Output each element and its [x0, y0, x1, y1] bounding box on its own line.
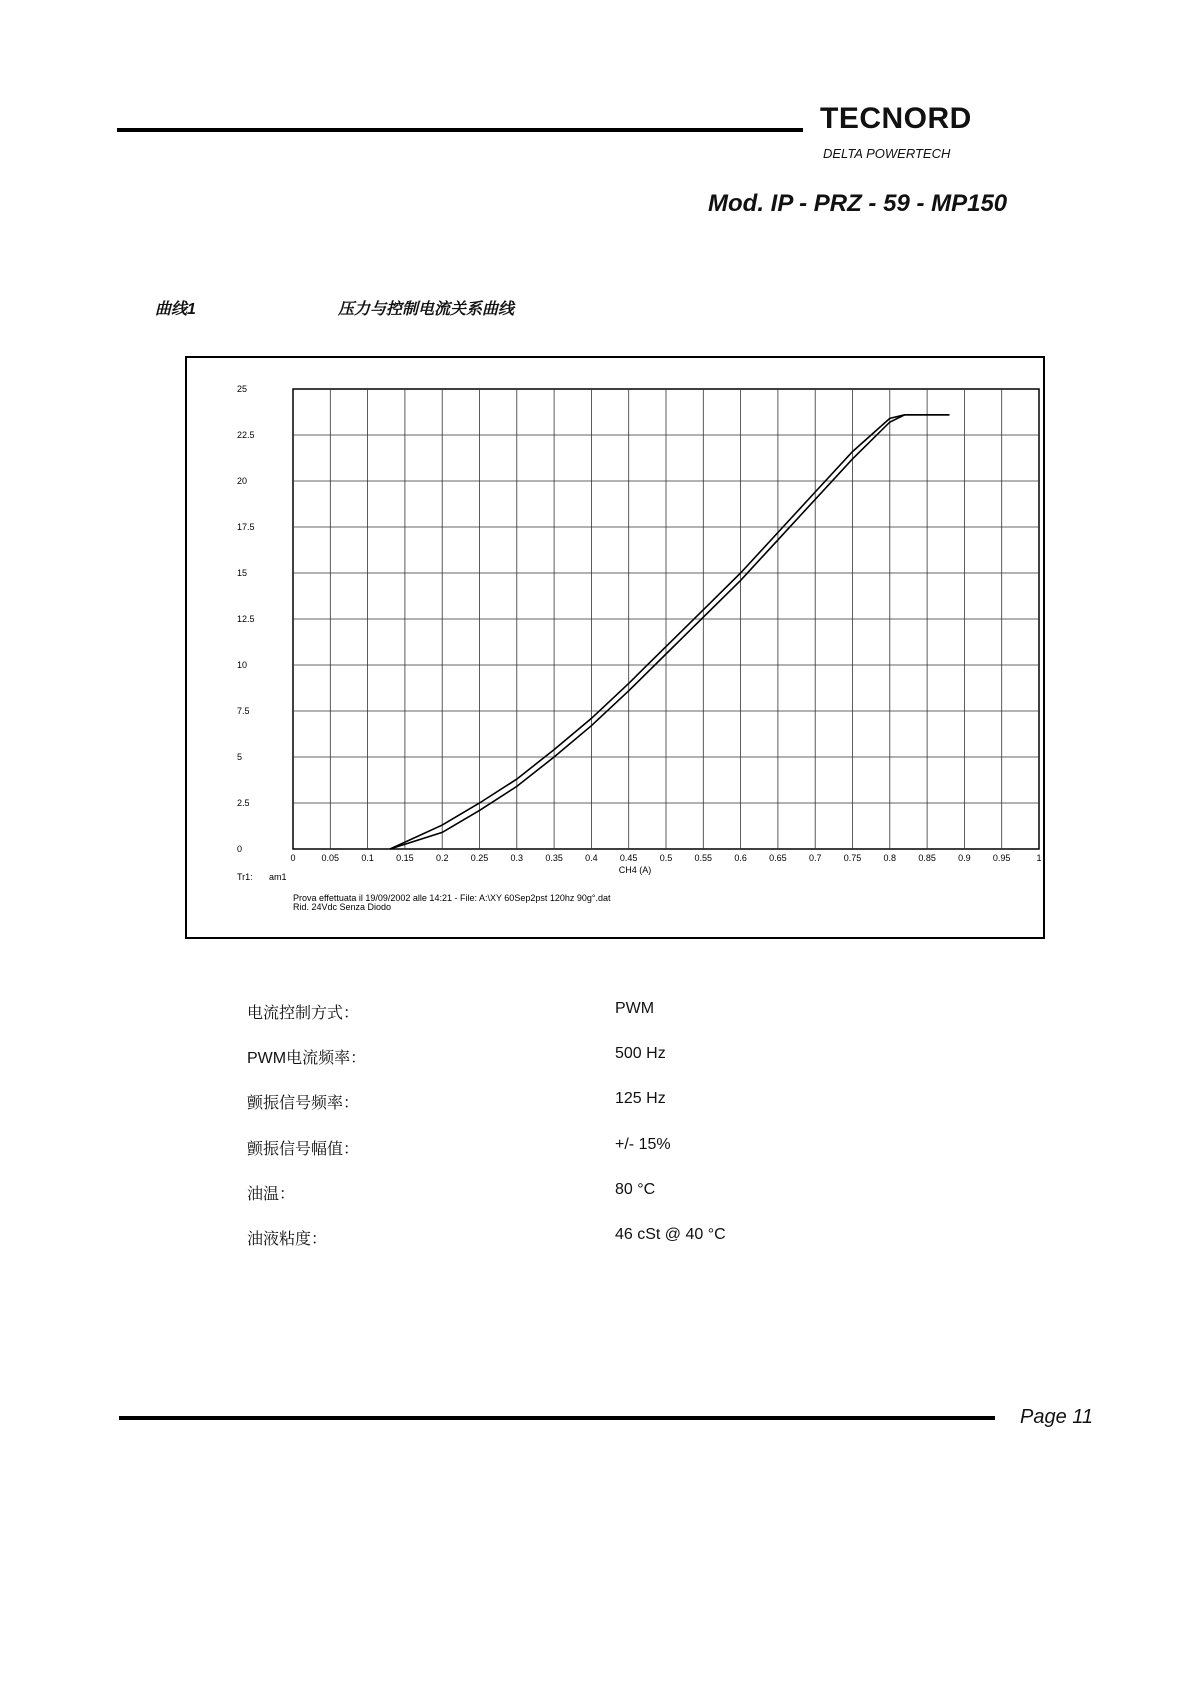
x-tick-label: 0.45: [619, 853, 638, 863]
x-tick-label: 0.55: [694, 853, 713, 863]
x-tick-label: 1: [1036, 853, 1042, 863]
x-tick-label: 0.7: [808, 853, 822, 863]
curve-label: 曲线1: [155, 301, 196, 318]
spec-value-viscosity: 46 cSt @ 40 °C: [615, 1226, 726, 1243]
x-tick-label: 0.1: [361, 853, 374, 863]
x-axis-label: CH4 (A): [618, 865, 652, 875]
brand-subtitle: DELTA POWERTECH: [823, 146, 951, 161]
spec-value-oil-temp: 80 °C: [615, 1181, 656, 1198]
x-tick-label: 0: [290, 853, 296, 863]
curve-title: 压力与控制电流关系曲线: [338, 301, 515, 318]
x-tick-label: 0.95: [992, 853, 1011, 863]
spec-value-control: PWM: [615, 1000, 655, 1017]
chart-note-1: Prova effettuata il 19/09/2002 alle 14:21 - File: A:\XY 60Sep2pst 120hz 90g°.dat: [293, 893, 611, 903]
series-line-increasing: [390, 415, 950, 849]
spec-label-dither-amp: 颤振信号幅值：: [247, 1141, 360, 1158]
chart-frame: [185, 356, 1045, 939]
x-tick-label: 0.65: [769, 853, 787, 863]
y-tick-label: 5: [237, 752, 243, 762]
x-tick-label: 0.4: [585, 853, 598, 863]
series-line-decreasing: [390, 415, 950, 849]
brand-name: TECNORD: [820, 102, 972, 135]
model-title: Mod. IP - PRZ - 59 - MP150: [708, 190, 1008, 217]
spec-value-dither-amp: +/- 15%: [615, 1136, 671, 1153]
x-tick-label: 0.6: [734, 853, 747, 863]
trace-label: Tr1:: [237, 872, 253, 882]
x-tick-label: 0.25: [470, 853, 489, 863]
x-tick-label: 0.5: [659, 853, 673, 863]
y-tick-label: 17.5: [237, 522, 255, 532]
y-tick-label: 7.5: [237, 706, 250, 716]
header-rule: [117, 128, 803, 132]
spec-label-viscosity: 油液粘度：: [247, 1231, 328, 1248]
x-tick-label: 0.85: [918, 853, 936, 863]
spec-label-oil-temp: 油温：: [247, 1186, 296, 1203]
pressure-current-chart: [187, 358, 1043, 937]
spec-label-pwm-freq: PWM电流频率：: [247, 1050, 367, 1067]
chart-note-2: Rid. 24Vdc Senza Diodo: [293, 902, 392, 912]
x-tick-label: 0.05: [321, 853, 340, 863]
spec-value-dither-freq: 125 Hz: [615, 1090, 666, 1107]
x-tick-label: 0.35: [545, 853, 563, 863]
footer-rule: [119, 1416, 995, 1420]
y-tick-label: 15: [237, 568, 248, 578]
trace-unit: am1: [269, 872, 287, 882]
y-tick-label: 22.5: [237, 430, 255, 440]
page-number: Page 11: [1020, 1406, 1094, 1428]
spec-value-pwm-freq: 500 Hz: [615, 1045, 666, 1062]
spec-label-control: 电流控制方式：: [247, 1005, 360, 1022]
x-tick-label: 0.9: [958, 853, 971, 863]
x-tick-label: 0.3: [510, 853, 524, 863]
x-tick-label: 0.2: [435, 853, 449, 863]
y-tick-label: 0: [237, 844, 243, 854]
x-tick-label: 0.75: [843, 853, 862, 863]
y-tick-label: 10: [237, 660, 248, 670]
x-tick-label: 0.8: [883, 853, 897, 863]
y-tick-label: 12.5: [237, 614, 255, 624]
x-tick-label: 0.15: [396, 853, 414, 863]
spec-label-dither-freq: 颤振信号频率：: [247, 1095, 360, 1112]
y-tick-label: 25: [237, 384, 248, 394]
y-tick-label: 2.5: [237, 798, 250, 808]
y-tick-label: 20: [237, 476, 248, 486]
